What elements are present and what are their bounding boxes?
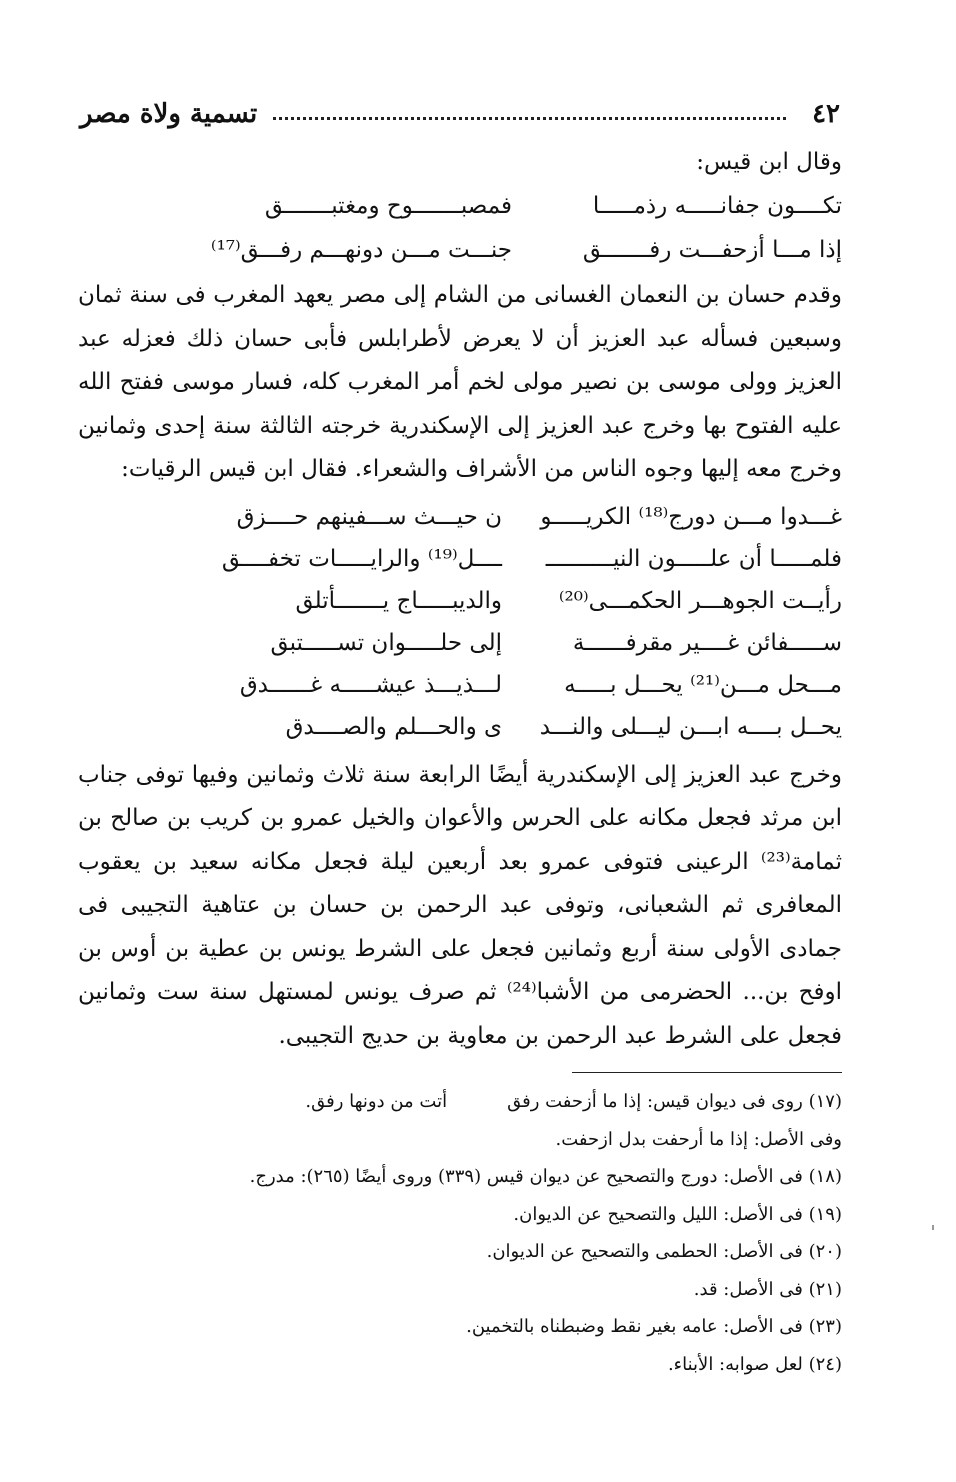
running-title: تسمية ولاة مصر (80, 99, 258, 129)
second-hemistich: فمصبـــــــوح ومغتبـــــــق (264, 193, 512, 219)
footnote: (٢١) فى الأصل: قد. (693, 1278, 842, 1300)
first-hemistich: رأيــت الجوهـــر الحكمـــى⁽²⁰⁾ (558, 587, 842, 614)
footnote: وفى الأصل: إذا ما أرحفت بدل ازحفت. (555, 1128, 842, 1150)
second-hemistich: والديبـــــاج يـــــــأتلق (295, 587, 502, 614)
verse-line (78, 184, 842, 228)
second-hemistich: جنـــت مـــن دونهـــم رفـــق⁽¹⁷⁾ (210, 237, 512, 263)
paragraph-abd-al-aziz: وخرج عبد العزيز إلى الإسكندرية أيضًا الرابعة سنة ثلاث وثمانين وفيها توفى جناب ابن مرثد فجعل مكانه على الحرس والأعوان والخيل عمرو بن كريب بن صالح بن ثمامة⁽²³⁾ الرعينى فتوفى عمرو بعد أربعين ليلة فجعل مكانه سعيد بن يعقوب المعافرى ثم الشعبانى، وتوفى عبد الرحمن بن حسان بن عتاهية التجيبى فى جمادى الأولى سنة أربع وثمانين فجعل على الشرط يونس بن عطية بن أوس بن اوفح بن... الحضرمى من الأشبا⁽²⁴⁾ ثم صرف يونس لمستهل سنة ست وثمانين فجعل على الشرط عبد الرحمن بن معاوية بن حديج التجيبى. (78, 761, 843, 1049)
scan-speck (932, 1225, 934, 1230)
footnote-text: (١٧) روى فى ديوان قيس: إذا ما أزحفت رفق (507, 1091, 842, 1112)
first-hemistich: مـــحل مـــن⁽²¹⁾ يحـــل بـــــه (564, 671, 842, 698)
poem-ibn-qays-1 (78, 184, 842, 272)
first-hemistich: ســـــفائن غــــير مقرفــــــة (572, 629, 842, 656)
verse-line (78, 664, 842, 706)
verse-line (78, 496, 842, 538)
second-hemistich: لـــذيـــذ عيشـــــه غــــــدق (239, 671, 502, 698)
footnote (78, 1083, 842, 1121)
footnote: (٢٠) فى الأصل: الحطمى والتصحيح عن الديوان. (486, 1241, 842, 1262)
header-leader-dots (273, 117, 786, 120)
footnote: (١٩) فى الأصل: الليل والتصحيح عن الديوان. (513, 1203, 842, 1225)
footnote: (٢٣) فى الأصل: عامه بغير نقط وضبطناه بالتخمين. (466, 1316, 842, 1337)
intro-line: وقال ابن قيس: (696, 149, 842, 175)
footnote-text-continued: أتت من دونها رفق. (305, 1091, 448, 1112)
verse-line (78, 706, 842, 748)
first-hemistich: إذا مـــا أزحفـــت رفـــــــق (582, 237, 842, 263)
footnotes (78, 1083, 842, 1383)
page-body (78, 140, 842, 1383)
paragraph-hassan: وقدم حسان بن النعمان الغسانى من الشام إلى مصر يعهد المغرب فى سنة ثمان وسبعين فسأله عبد العزيز أن لا يعرض لأطرابلس فأبى حسان ذلك فعزله عبد العزيز وولى موسى بن نصير مولى لخم أمر المغرب كله، فسار موسى ففتح الله عليه الفتوح بها وخرج عبد العزيز إلى الإسكندرية خرجته الثالثة سنة إحدى وثمانين وخرج معه إليها وجوه الناس من الأشراف والشعراء. فقال ابن قيس الرقيات: (78, 282, 842, 482)
first-hemistich: فلمـــــا أن علـــــون النيــــــــــ (545, 545, 842, 572)
second-hemistich: ن حيـــث ســـفينهم حــــزق (236, 503, 502, 530)
footnote: (٢٤) لعل صوابه: الأبناء. (667, 1353, 842, 1375)
second-hemistich: ى والحـــلم والصــــدق (285, 713, 502, 740)
verse-line (78, 538, 842, 580)
page-number: ٤٢ (812, 99, 840, 129)
running-header (80, 94, 840, 134)
first-hemistich: تكــــون جفانـــــه رذمـــــا (592, 193, 842, 219)
second-hemistich: ــــل⁽¹⁹⁾ والرايـــــات تخفــــق (221, 545, 502, 572)
first-hemistich: غـــدوا مـــن دورج⁽¹⁸⁾ الكريـــــو (540, 503, 842, 530)
verse-line (78, 580, 842, 622)
verse-line (78, 228, 842, 272)
poem-ibn-qays-ruqayyat (78, 496, 842, 748)
first-hemistich: يحــل بــــه ابـــن ليـــلى والنـــد (539, 713, 842, 740)
verse-line (78, 622, 842, 664)
footnote: (١٨) فى الأصل: دورج والتصحيح عن ديوان قيس (٣٣٩) وروى أيضًا (٢٦٥): مدرج. (249, 1166, 842, 1187)
footnote-separator (572, 1072, 842, 1073)
second-hemistich: إلى حلـــــوان تســـــتبق (270, 629, 502, 656)
